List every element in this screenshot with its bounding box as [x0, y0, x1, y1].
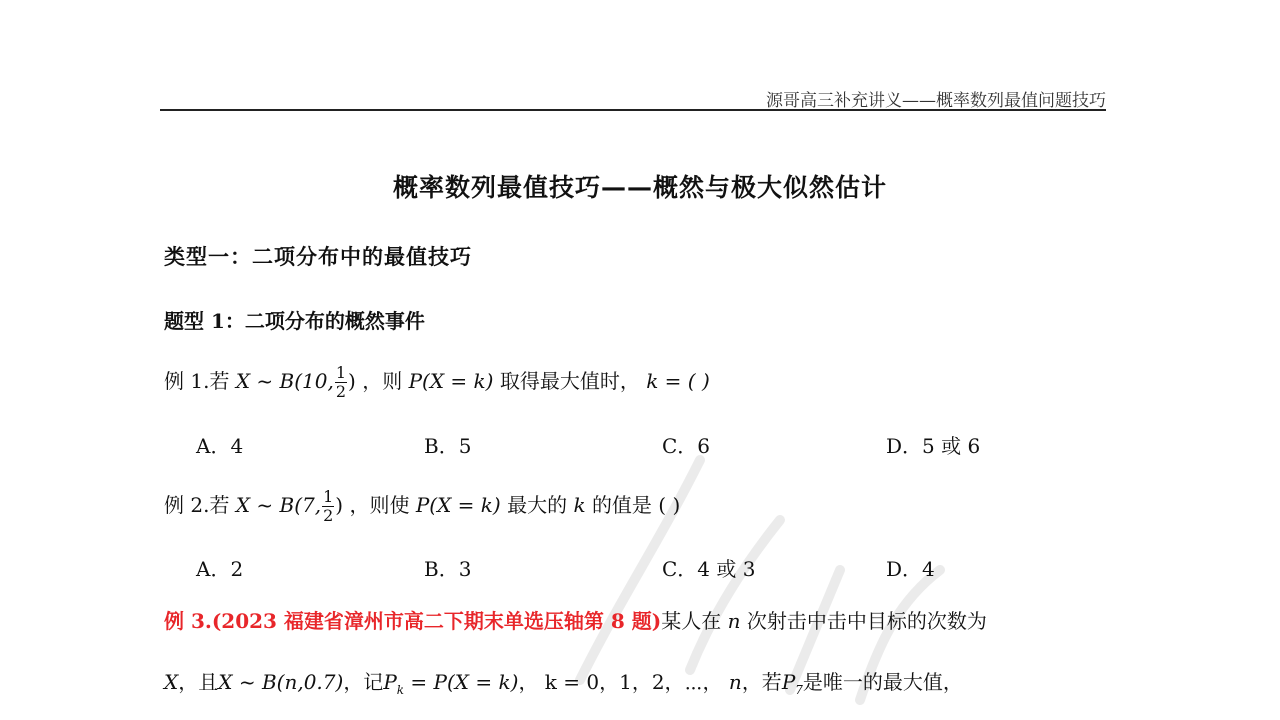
- example-1-question: 例 1.若 X ~ B(10, $\frac{1}{2}$ ) ，则 P(X = k) 取得最大值时， k = ( ): [164, 363, 710, 401]
- fraction-one-half: $\frac{1}{2}$: [335, 363, 347, 401]
- example-2-option-b: B．3: [424, 557, 472, 581]
- example-1-option-a: A．4: [196, 434, 244, 458]
- header-rule: [160, 109, 1106, 111]
- example-2-option-d: D．4: [886, 557, 935, 581]
- example-3-question-line-2: X，且X ~ B(n,0.7)，记$P_k = P(X = k)$， k = 0，1，2，⋯， n，若$P_7$是唯一的最大值，: [164, 670, 963, 697]
- example-2-option-c: C．4 或 3: [662, 557, 756, 581]
- example-1-option-c: C．6: [662, 434, 711, 458]
- section-heading: 类型一：二项分布中的最值技巧: [164, 245, 472, 269]
- example-3-source-label: 例 3.(2023 福建省漳州市高二下期末单选压轴第 8 题): [164, 609, 662, 633]
- subsection-heading: 题型 1：二项分布的概然事件: [164, 309, 425, 333]
- fraction-one-half: $\frac{1}{2}$: [323, 487, 334, 525]
- running-header: 源哥高三补充讲义——概率数列最值问题技巧: [766, 91, 1106, 111]
- example-2-question: 例 2.若 X ~ B(7, $\frac{1}{2}$ ) ，则使 P(X = k) 最大的 k 的值是 ( ): [164, 487, 681, 525]
- example-3-question: 例 3.(2023 福建省漳州市高二下期末单选压轴第 8 题)某人在 n 次射击中击中目标的次数为: [164, 609, 987, 633]
- document-title: 概率数列最值技巧——概然与极大似然估计: [392, 173, 887, 202]
- example-1-option-d: D．5 或 6: [886, 434, 981, 458]
- example-1-option-b: B．5: [424, 434, 472, 458]
- example-2-option-a: A．2: [196, 557, 244, 581]
